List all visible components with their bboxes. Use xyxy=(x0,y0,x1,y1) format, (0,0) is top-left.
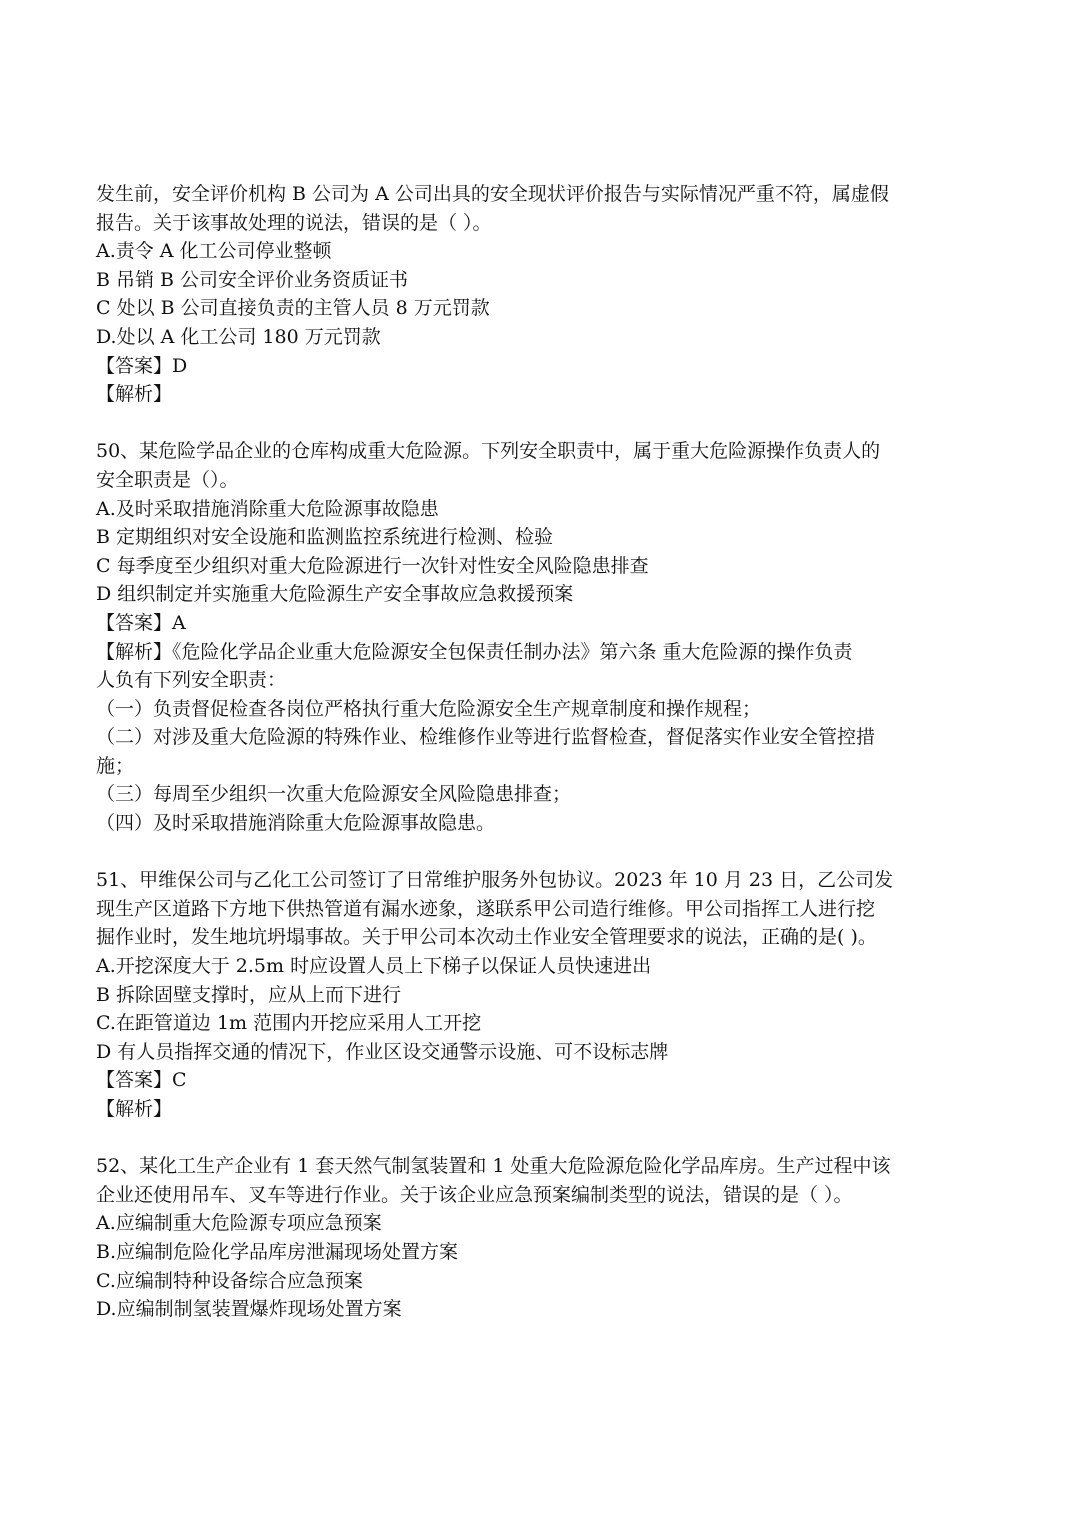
option-a: A.开挖深度大于 2.5m 时应设置人员上下梯子以保证人员快速进出 xyxy=(96,955,652,978)
option-c: C.在距管道边 1m 范围内开挖应采用人工开挖 xyxy=(96,1012,482,1035)
option-a: A.应编制重大危险源专项应急预案 xyxy=(96,1212,382,1235)
analysis-line: 【解析】 xyxy=(96,383,173,406)
option-d: D.处以 A 化工公司 180 万元罚款 xyxy=(96,325,381,348)
analysis-line: （二）对涉及重大危险源的特殊作业、检维修作业等进行监督检查，督促落实作业安全管控措 xyxy=(96,726,876,749)
spacer xyxy=(96,409,986,438)
option-d: D 组织制定并实施重大危险源生产安全事故应急救援预案 xyxy=(96,583,574,606)
question-stem-line: 掘作业时，发生地坑坍塌事故。关于甲公司本次动土作业安全管理要求的说法，正确的是( )。 xyxy=(96,926,877,949)
question-stem-line: 52、某化工生产企业有 1 套天然气制氢装置和 1 处重大危险源危险化学品库房。生产过程中该 xyxy=(96,1155,891,1178)
analysis-line: 【解析】《危险化学品企业重大危险源安全包保责任制办法》第六条 重大危险源的操作负责 xyxy=(96,640,853,663)
question-stem-line: 51、甲维保公司与乙化工公司签订了日常维护服务外包协议。2023 年 10 月 23 日，乙公司发 xyxy=(96,869,894,892)
answer-line: 【答案】D xyxy=(96,354,188,377)
answer-line: 【答案】A xyxy=(96,611,186,634)
question-52 xyxy=(96,1152,986,1324)
question-50 xyxy=(96,437,986,837)
question-stem-line: 发生前，安全评价机构 B 公司为 A 公司出具的安全现状评价报告与实际情况严重不符，属虚假 xyxy=(96,183,889,205)
option-b: B 定期组织对安全设施和监测监控系统进行检测、检验 xyxy=(96,526,554,549)
option-a: A.及时采取措施消除重大危险源事故隐患 xyxy=(96,497,439,520)
analysis-line: （四）及时采取措施消除重大危险源事故隐患。 xyxy=(96,812,496,835)
question-stem-line: 50、某危险学品企业的仓库构成重大危险源。下列安全职责中，属于重大危险源操作负责人的 xyxy=(96,440,881,463)
option-c: C.应编制特种设备综合应急预案 xyxy=(96,1269,363,1292)
option-d: D.应编制制氢装置爆炸现场处置方案 xyxy=(96,1298,402,1321)
option-d: D 有人员指挥交通的情况下，作业区设交通警示设施、可不设标志牌 xyxy=(96,1040,669,1063)
spacer xyxy=(96,838,986,867)
analysis-line: 人负有下列安全职责： xyxy=(96,669,287,692)
spacer xyxy=(96,1124,986,1153)
analysis-line: （一）负责督促检查各岗位严格执行重大危险源安全生产规章制度和操作规程； xyxy=(96,697,762,720)
analysis-line: 施； xyxy=(96,754,135,777)
question-stem-line: 企业还使用吊车、叉车等进行作业。关于该企业应急预案编制类型的说法，错误的是（ ）。 xyxy=(96,1183,853,1206)
document-page xyxy=(96,180,986,1324)
question-51 xyxy=(96,866,986,1123)
option-b: B 拆除固壁支撑时，应从上而下进行 xyxy=(96,983,402,1006)
option-c: C 处以 B 公司直接负责的主管人员 8 万元罚款 xyxy=(96,297,490,320)
question-stem-line: 现生产区道路下方地下供热管道有漏水迹象，遂联系甲公司造行维修。甲公司指挥工人进行挖 xyxy=(96,897,876,920)
question-stem-line: 报告。关于该事故处理的说法，错误的是（ ）。 xyxy=(96,211,492,234)
answer-line: 【答案】C xyxy=(96,1069,187,1092)
option-c: C 每季度至少组织对重大危险源进行一次针对性安全风险隐患排查 xyxy=(96,554,649,577)
option-a: A.责令 A 化工公司停业整顿 xyxy=(96,240,332,263)
analysis-line: （三）每周至少组织一次重大危险源安全风险隐患排查； xyxy=(96,783,572,806)
question-stem-line: 安全职责是（）。 xyxy=(96,468,239,491)
question-49-tail xyxy=(96,180,986,409)
option-b: B.应编制危险化学品库房泄漏现场处置方案 xyxy=(96,1240,459,1263)
option-b: B 吊销 B 公司安全评价业务资质证书 xyxy=(96,268,409,291)
analysis-line: 【解析】 xyxy=(96,1098,173,1120)
